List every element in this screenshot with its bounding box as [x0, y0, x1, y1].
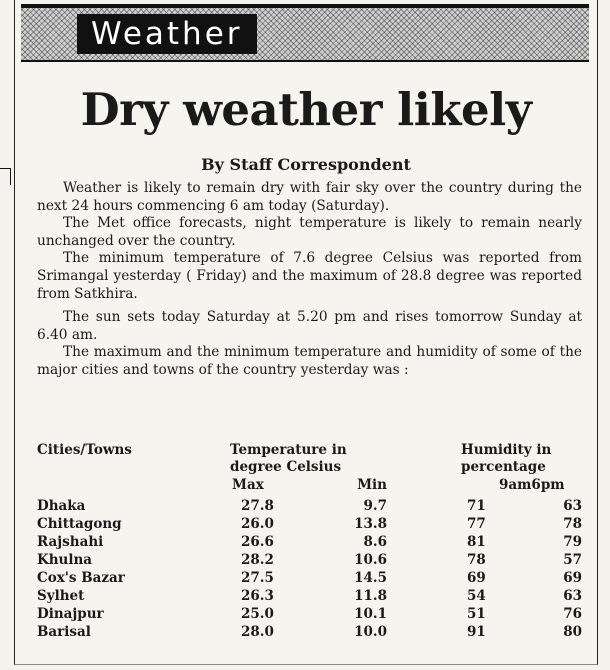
paragraph: The sun sets today Saturday at 5.20 pm and rises tomorrow Sunday at 6.40 am. [37, 309, 582, 343]
table-row [37, 498, 582, 515]
max-temp: 26.6 [241, 534, 274, 550]
city-name: Dinajpur [37, 606, 104, 622]
max-temp: 26.3 [241, 588, 274, 604]
min-temp: 14.5 [354, 570, 387, 586]
news-clipping [14, 0, 598, 665]
sub-header-time: 9am6pm [499, 477, 565, 493]
section-kicker: Weather [77, 14, 257, 54]
min-temp: 10.1 [354, 606, 387, 622]
table-row [37, 588, 582, 605]
humidity-9am: 81 [467, 534, 486, 550]
humidity-6pm: 63 [563, 498, 582, 514]
sub-header-min: Min [357, 477, 387, 493]
max-temp: 25.0 [241, 606, 274, 622]
col-header-humidity-unit: percentage [461, 459, 546, 475]
table-row [37, 552, 582, 569]
col-header-temperature-unit: degree Celsius [230, 459, 342, 475]
humidity-6pm: 69 [563, 570, 582, 586]
humidity-9am: 78 [467, 552, 486, 568]
humidity-9am: 91 [467, 624, 486, 640]
paragraph: The Met office forecasts, night temperature is likely to remain nearly unchanged over the country. [37, 215, 582, 249]
humidity-6pm: 78 [563, 516, 582, 532]
table-row [37, 606, 582, 623]
min-temp: 13.8 [354, 516, 387, 532]
table-row [37, 570, 582, 587]
humidity-6pm: 76 [563, 606, 582, 622]
humidity-9am: 71 [467, 498, 486, 514]
table-row [37, 534, 582, 551]
max-temp: 27.8 [241, 498, 274, 514]
max-temp: 28.2 [241, 552, 274, 568]
sub-header-max: Max [232, 477, 264, 493]
humidity-9am: 51 [467, 606, 486, 622]
headline: Dry weather likely [80, 83, 532, 136]
table-row [37, 516, 582, 533]
table-row [37, 624, 582, 641]
section-banner [21, 4, 589, 62]
humidity-6pm: 79 [563, 534, 582, 550]
min-temp: 8.6 [363, 534, 387, 550]
city-name: Barisal [37, 624, 91, 640]
col-header-humidity: Humidity in [461, 442, 552, 458]
min-temp: 10.0 [354, 624, 387, 640]
city-name: Rajshahi [37, 534, 104, 550]
byline: By Staff Correspondent [201, 155, 411, 174]
article-body [37, 180, 582, 380]
humidity-6pm: 63 [563, 588, 582, 604]
city-name: Dhaka [37, 498, 86, 514]
max-temp: 28.0 [241, 624, 274, 640]
humidity-9am: 77 [467, 516, 486, 532]
humidity-6pm: 80 [563, 624, 582, 640]
max-temp: 27.5 [241, 570, 274, 586]
col-header-temperature: Temperature in [230, 442, 347, 458]
humidity-6pm: 57 [563, 552, 582, 568]
city-name: Sylhet [37, 588, 85, 604]
city-name: Cox's Bazar [37, 570, 125, 586]
min-temp: 10.6 [354, 552, 387, 568]
city-name: Khulna [37, 552, 93, 568]
min-temp: 9.7 [363, 498, 387, 514]
max-temp: 26.0 [241, 516, 274, 532]
paragraph: The minimum temperature of 7.6 degree Celsius was reported from Srimangal yesterday ( Friday) and the maximum of 28.8 degree was reported from Satkhira. [37, 250, 582, 302]
humidity-9am: 54 [467, 588, 486, 604]
paragraph: The maximum and the minimum temperature and humidity of some of the major cities and towns of the country yesterday was : [37, 344, 582, 378]
min-temp: 11.8 [354, 588, 387, 604]
paragraph: Weather is likely to remain dry with fair sky over the country during the next 24 hours commencing 6 am today (Saturday). [37, 180, 582, 214]
column-marker [0, 168, 11, 185]
city-name: Chittagong [37, 516, 122, 532]
col-header-city: Cities/Towns [37, 442, 132, 458]
humidity-9am: 69 [467, 570, 486, 586]
